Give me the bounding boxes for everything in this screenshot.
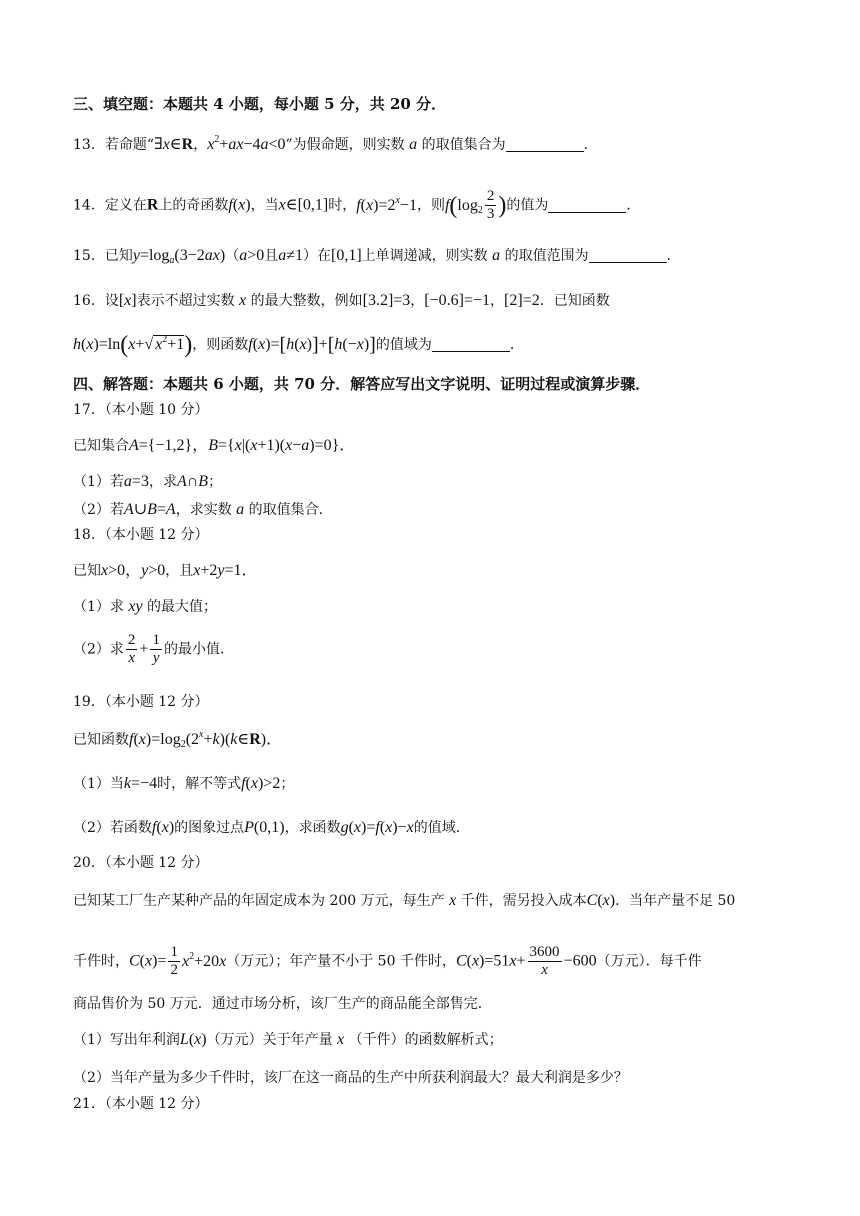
q20-text: （万元）；年产量不小于 50 千件时， (226, 953, 456, 970)
q14-text: 定义在 (104, 197, 147, 214)
section-answer-header: 四、解答题：本题共 6 小题，共 70 分．解答应写出文字说明、证明过程或演算步骤． (73, 375, 651, 393)
q20-text: 千件时， (73, 953, 129, 970)
question-18-title (73, 525, 209, 545)
q16-text: 的值域为 (375, 337, 432, 353)
q13-text: ”为假命题，则实数 (285, 137, 405, 153)
q16-text: 的最大整数，例如 (250, 293, 363, 309)
q19-number: 19． (73, 694, 105, 710)
q18-text: 已知 (73, 563, 101, 579)
question-20-line3: 商品售价为 50 万元．通过市场分析，该厂生产的商品能全部售完． (73, 996, 492, 1012)
q15-text: 已知 (104, 248, 133, 264)
q13-number: 13． (73, 137, 105, 153)
answer-blank (548, 198, 626, 213)
q20-text: （1）写出年利润 (73, 1032, 180, 1048)
question-19-title (73, 692, 209, 712)
q14-text: 上的奇函数 (158, 197, 229, 214)
answer-blank (589, 248, 667, 263)
question-14: 14．定义在R上的奇函数f(x)，当x∈[0,1]时，$f(x)=2^x-1$，则$f(\log_2$ $\frac{2}{3}$ )的值为 ． (73, 188, 641, 222)
q17-text: 的取值集合． (248, 502, 333, 518)
q16-text: ， (490, 293, 505, 309)
question-16-cont: h(x)=ln(x+√ $x^2+1$)，则函数f(x)=[h(x)]+[h(−x)]的值域为 ． (73, 332, 524, 358)
q18-text: （1）求 (73, 599, 124, 615)
question-20-title (73, 853, 209, 873)
answer-blank (506, 137, 584, 152)
q19-text: 已知函数 (73, 732, 129, 748)
q18-text: （2）求 (73, 641, 124, 658)
q20-text: 千件，需另投入成本 (460, 893, 587, 909)
question-17-given: 已知集合A={−1,2}，B={x|(x+1)(x−a)=0}． (73, 437, 356, 454)
q13-text: 若命题“ (104, 137, 154, 153)
q19-text: 的值域． (413, 820, 470, 836)
q20-text: （万元）关于年产量 (206, 1032, 333, 1048)
q17-text: ，求 (148, 474, 177, 490)
question-18-part2: （2）求 $\frac{2}{x}$ + $\frac{1}{y}$ 的最小值． (73, 632, 234, 666)
q19-text: （1）当 (73, 776, 124, 792)
question-20-part1: （1）写出年利润L(x)（万元）关于年产量 x （千件）的函数解析式； (73, 1031, 503, 1048)
question-20-part2: （2）当年产量为多少千件时，该厂在这一商品的生产中所获利润最大？最大利润是多少？ (73, 1070, 628, 1086)
q17-text: ，求实数 (175, 502, 232, 518)
question-17-part2: （2）若A∪B=A，求实数 a 的取值集合． (73, 501, 333, 518)
q16-text: 表示不超过实数 (136, 293, 235, 309)
q17-text: （1）若 (73, 474, 124, 490)
q20-score: （本小题 12 分） (104, 855, 209, 871)
question-15: 15．已知$y=\log_a(3-2ax)(a>0$且a≠1）在[0,1]上单调递减，则实数 a 的取值范围为 ． (73, 247, 681, 266)
q15-text: 且 (264, 248, 279, 264)
q18-score: （本小题 12 分） (104, 527, 209, 543)
q19-text: 时，解不等式 (157, 776, 242, 792)
q16-text: ． (509, 337, 524, 353)
q13-text: ． (583, 137, 598, 153)
question-17-title (73, 400, 209, 420)
q16-text: 设 (104, 293, 119, 309)
q15-text: ． (666, 248, 681, 264)
q17-text: ； (208, 474, 223, 490)
q14-text: ，当 (250, 197, 279, 214)
q20-text: （万元）．每千件 (596, 953, 702, 970)
q14-text: ． (626, 197, 641, 214)
question-21-title (73, 1094, 209, 1114)
question-13: 13．若命题“∃x∈R，$x^2+ax-4a<0$”为假命题，则实数 a 的取值集合为 ． (73, 134, 598, 153)
q19-text: （2）若函数 (73, 820, 152, 836)
q13-text: 的取值集合为 (421, 137, 506, 153)
q15-text: （ (225, 248, 240, 264)
q20-text: ．当年产量不足 50 (615, 893, 736, 909)
question-16: 16．设[x]表示不超过实数 x 的最大整数，例如[3.2]=3，[−0.6]=−1，[2]=2．已知函数 (73, 292, 610, 309)
q15-number: 15． (73, 248, 105, 264)
q14-text: 的值为 (506, 197, 549, 214)
q15-text: ）在 (303, 248, 332, 264)
q16-number: 16． (73, 293, 105, 309)
q15-text: 上单调递减，则实数 (361, 248, 488, 264)
q14-text: ，则 (416, 197, 445, 214)
q18-text: 的最大值； (147, 599, 218, 615)
question-19-part1: （1）当k=−4时，解不等式f(x)>2； (73, 775, 295, 792)
q21-number: 21． (73, 1096, 105, 1112)
q13-text: ， (193, 137, 208, 153)
section-fill-in-header: 三、填空题：本题共 4 小题，每小题 5 分，共 20 分． (73, 95, 447, 113)
q17-score: （本小题 10 分） (104, 402, 209, 418)
answer-blank (432, 337, 510, 352)
q16-text: ， (410, 293, 425, 309)
q16-text: ，则函数 (192, 337, 249, 353)
q15-text: 的取值范围为 (504, 248, 589, 264)
q20-text: （千件）的函数解析式； (348, 1032, 503, 1048)
q20-text: 已知某工厂生产某种产品的年固定成本为 200 万元，每生产 (73, 893, 445, 909)
q14-text: 时， (328, 197, 357, 214)
q19-text: ； (280, 776, 295, 792)
q19-text: ，求函数 (284, 820, 341, 836)
q18-text: 的最小值． (163, 641, 234, 658)
question-17-part1: （1）若a=3，求A∩B； (73, 473, 223, 490)
question-18-given: 已知x>0，y>0，且x+2y=1． (73, 562, 258, 579)
q17-number: 17． (73, 402, 105, 418)
question-19-part2: （2）若函数f(x)的图象过点P(0,1)，求函数g(x)=f(x)−x的值域． (73, 819, 470, 836)
q18-text: ，且 (165, 563, 194, 579)
q19-score: （本小题 12 分） (104, 694, 209, 710)
q17-text: （2）若 (73, 502, 124, 518)
q17-text: 已知集合 (73, 438, 129, 454)
q14-number: 14． (73, 197, 105, 214)
question-19-given: 已知函数$f(x)=\log_2(2^x+k)(k\in R)$． (73, 729, 283, 750)
q19-text: 的图象过点 (174, 820, 245, 836)
q16-text: ．已知函数 (539, 293, 610, 309)
question-18-part1: （1）求 xy 的最大值； (73, 598, 218, 615)
question-20-line1: 已知某工厂生产某种产品的年固定成本为 200 万元，每生产 x 千件，需另投入成本C(x)．当年产量不足 50 (73, 892, 736, 909)
q21-score: （本小题 12 分） (104, 1096, 209, 1112)
q18-number: 18． (73, 527, 105, 543)
q20-number: 20． (73, 855, 105, 871)
question-20-line2: 千件时，C(x)= $\frac{1}{2}$ $x^2+20x$（万元）；年产量不小于 50 千件时，C(x)=51x+ $\frac{3600}{x}$ −600（万元）．每千件 (73, 944, 702, 978)
